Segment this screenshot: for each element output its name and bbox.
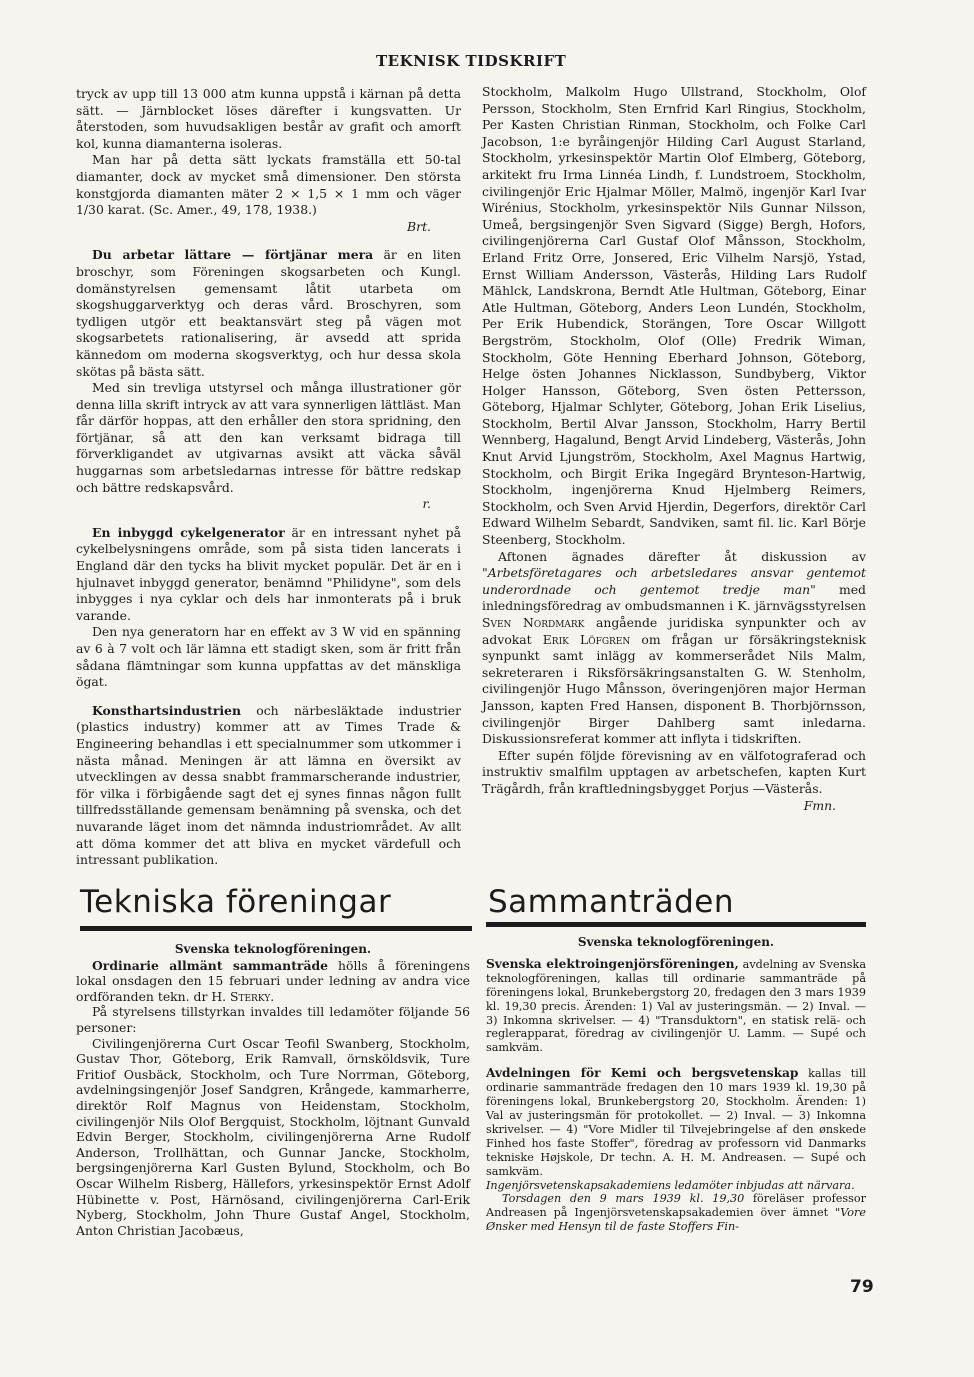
section-heading-sammantraden: Sammanträden	[488, 884, 735, 920]
lecture-title: "Arbetsföretagares och arbetsledares ansvar gentemot underordnade och gentemot tredje man"	[482, 565, 866, 597]
paragraph: Konsthartsindustrien och närbesläktade industrier (plastics industry) kommer att av Times Trade & Engineering behandlas i ett specialnummer som utkommer i nästa månad. Meningen är att lämna en översikt av utvecklingen av dessa snabbt frammarscherande industrier, för vilka i förbigående sagt det ej synes finnas någon fullt tillfredsställande gemensam benämning på svenska, och det nuvarande läget inom det nämnda industriområdet. Av allt att döma kommer det att bliva en mycket värdefull och intressant publikation.	[76, 702, 461, 868]
paragraph: Du arbetar lättare — förtjänar mera är en liten broschyr, som Föreningen skogsarbeten och Kungl. domänstyrelsen gemensamt låtit utarbeta om skogshuggarverktyg och deras vård. Broschyren, som tydligen utgör ett beaktansvärt steg på vägen mot skogsarbetets rationalisering, är avsedd att sprida kännedom om moderna skogsverktyg, och hur dessa skola skötas på bästa sätt.	[76, 247, 461, 379]
foreningar-column	[76, 942, 470, 1238]
lead-in: Svenska elektroingenjörsföreningen,	[486, 956, 739, 971]
subheading: Svenska teknologföreningen.	[174, 942, 372, 956]
signature: r.	[422, 496, 431, 512]
lead-in: Du arbetar lättare — förtjänar mera	[92, 247, 374, 263]
paragraph: Efter supén följde förevisning av en välfotograferad och instruktiv smalfilm upptagen av arbetschefen, kapten Kurt Trägårdh, från kraftledningsbygget Porjus —Västerås.	[482, 747, 866, 796]
person-name: H. Sterky.	[211, 988, 275, 1004]
right-column	[482, 84, 866, 814]
subheading: Svenska teknologföreningen.	[577, 935, 775, 949]
paragraph: En inbyggd cykelgenerator är en intressant nyhet på cykelbelysningens område, som på sista tiden lancerats i England där den tycks ha blivit mycket populär. Det är en i hjulnavet inbyggd generator, benämnd "Philidyne", som dels inbygges i nya cyklar och dels har inmonterats på i bruk varande.	[76, 524, 461, 623]
person-name: Sven Nordmark	[482, 615, 585, 630]
signature: Brt.	[407, 218, 431, 234]
left-column	[76, 86, 461, 869]
paragraph: Svenska elektroingenjörsföreningen, avdelning av Svenska teknologföreningen, kallas till ordinarie sammanträde på föreningens lokal, Brunkebergstorg 20, fredagen den 3 mars 1939 kl. 19,30 precis. Ärenden: 1) Val av justeringsmän. — 2) Inval. — 3) Inkomna skrivelser. — 4) "Transduktorn", en statisk relä- och reglerapparat, föredrag av civilingenjör U. Lamm. — Supé och samkväm.	[486, 956, 866, 1055]
masthead: TEKNISK TIDSKRIFT	[376, 52, 567, 70]
paragraph: Avdelningen för Kemi och bergsvetenskap kallas till ordinarie sammanträde fredagen den 10 mars 1939 kl. 19,30 på föreningens lokal, Brunkebergstorg 20, Stockholm. Ärenden: 1) Val av justeringsmän för protokollet. — 2) Inval. — 3) Inkomna skrivelser. — 4) "Vore Midler til Tilvejebringelse af den ønskede Finhed hos faste Stoffer", föredrag av professorn vid Danmarks tekniske Højskole, Dr techn. A. H. M. Andreasen. — Supé och samkväm.	[486, 1066, 867, 1178]
lead-in: Ordinarie allmänt sammanträde	[92, 957, 329, 973]
lead-in: En inbyggd cykelgenerator	[92, 524, 285, 540]
paragraph: Stockholm, Malkolm Hugo Ullstrand, Stockholm, Olof Persson, Stockholm, Sten Ernfrid Karl Ringius, Stockholm, Per Kasten Christian Rinman, Stockholm, och Folke Carl Jacobson, 1:e byråingenjör Hilding Carl August Starland, Stockholm, yrkesinspektör Martin Olof Elmberg, Göteborg, arkitekt fru Irma Linnéa Lindh, f. Lundstroem, Stockholm, civilingenjör Eric Hjalmar Möller, Malmö, ingenjör Karl Ivar Wirénius, Stockholm, yrkesinspektör Nils Gunnar Nilsson, Umeå, bergsingenjör Sven Sigvard (Sigge) Bergh, Hofors, civilingenjörerna Carl Gustaf Olof Månsson, Stockholm, Erland Fritz Orre, Jonsered, Eric Vilhelm Narsjö, Ystad, Ernst William Andersson, Västerås, Hilding Lars Rudolf Mählck, Landskrona, Berndt Atle Hultman, Göteborg, Einar Atle Hultman, Göteborg, Anders Leon Lundén, Stockholm, Per Erik Hubendick, Storängen, Tore Oscar Willgott Bergström, Stockholm, Olof (Olle) Fredrik Wiman, Stockholm, Göte Henning Eberhard Johnson, Göteborg, Helge östen Johannes Nicklasson, Sundbyberg, Viktor Holger Hansson, Göteborg, Sven östen Pettersson, Göteborg, Hjalmar Schlyter, Göteborg, Johan Erik Liselius, Stockholm, Bertil Alvar Jansson, Stockholm, Harry Bertil Wennberg, Hagalund, Bengt Arvid Lindeberg, Västerås, John Knut Arvid Ljungström, Stockholm, Axel Magnus Hartwig, Stockholm, och Birgit Erika Ingegärd Brynteson-Hartwig, Stockholm, ingenjörerna Knud Hjelmberg Reimers, Stockholm, och Sven Arvid Hjerdin, Degerfors, direktör Carl Edward Wilhelm Sebardt, Sandviken, samt fil. lic. Karl Börje Steenberg, Stockholm.	[482, 84, 866, 548]
paragraph: Man har på detta sätt lyckats framställa ett 50-tal diamanter, dock av mycket små dimensioner. Den största konstgjorda diamanten mäter 2 × 1,5 × 1 mm och väger 1/30 karat. (Sc. Amer., 49, 178, 1938.)	[76, 152, 461, 218]
paragraph: tryck av upp till 13 000 atm kunna uppstå i kärnan på detta sätt. — Järnblocket löses därefter i kungsvatten. Ur återstoden, som huvudsakligen består av grafit och amorft kol, kunna diamanterna isoleras.	[76, 86, 461, 151]
paragraph: Ingenjörsvetenskapsakademiens ledamöter inbjudas att närvara.	[486, 1178, 855, 1192]
paragraph: Aftonen ägnades därefter åt diskussion av "Arbetsföretagares och arbetsledares ansvar gentemot underordnade och gentemot tredje man" med inledningsföredrag av ombudsmannen i K. järnvägsstyrelsen Sven Nordmark angående juridiska synpunkter och av advokat Erik Löfgren om frågan ur försäkringsteknisk synpunkt samt inlägg av kommerserådet Nils Malm, sekreteraren i Riksförsäkringsanstalten G. W. Stenholm, civilingenjör Hugo Månsson, överingenjören major Herman Jansson, kapten Fred Hansen, disponent B. Thorbjörnsson, civilingenjör Birger Dahlberg samt inledarna. Diskussionsreferat kommer att inflyta i tidskriften.	[482, 548, 866, 747]
page-number: 79	[850, 1277, 874, 1297]
heading-rule	[486, 922, 866, 927]
heading-rule	[80, 926, 472, 931]
lead-in: Avdelningen för Kemi och bergsvetenskap	[486, 1066, 799, 1081]
paragraph: Torsdagen den 9 mars 1939 kl. 19,30 föreläser professor Andreasen på Ingenjörsvetenskapsakademien över ämnet "Vore Ønsker med Hensyn til de faste Stoffers Fin-	[486, 1192, 866, 1234]
paragraph: Med sin trevliga utstyrsel och många illustrationer gör denna lilla skrift intryck av att vara synnerligen lättläst. Man får därför hoppas, att den erhåller den stora spridning, den förtjänar, så att den kan verksamt bidraga till förverkligandet av utgivarnas avsikt att väcka såväl huggarnas som arbetsledarnas intresse för bättre redskap och bättre redskapsvård.	[76, 380, 461, 495]
person-name: Erik Löfgren	[542, 631, 631, 647]
signature: Fmn.	[803, 797, 836, 813]
paragraph: Den nya generatorn har en effekt av 3 W vid en spänning av 6 à 7 volt och lär lämna ett stadigt sken, som är fritt från sådana flämtningar som kunna uppfattas av det mänskliga ögat.	[76, 624, 461, 690]
sammantraden-column	[486, 936, 866, 1234]
section-heading-tekniska-foreningar: Tekniska föreningar	[80, 884, 392, 920]
paragraph: Civilingenjörerna Curt Oscar Teofil Swanberg, Stockholm, Gustav Thor, Göteborg, Erik Ramvall, örnsköldsvik, Ture Fritiof Ousbäck, Stockholm, och Ture Norrman, Göteborg, avdelningsingenjör Josef Sandgren, Krångede, kammarherre, direktör Rolf Magnus von Heidenstam, Stockholm, civilingenjör Nils Olof Bergquist, Stockholm, löjtnant Gunvald Edvin Berger, Stockholm, civilingenjörerna Arne Rudolf Anderson, Trollhättan, och Gunnar Jancke, Stockholm, bergsingenjörerna Karl Gusten Bylund, Stockholm, och Bo Oscar Wilhelm Risberg, Hällefors, yrkesinspektör Ernst Adolf Hübinette v. Post, Härnösand, civilingenjörerna Carl-Erik Nyberg, Stockholm, John Thure Gustaf Angel, Stockholm, Anton Christian Jacobæus,	[76, 1035, 470, 1238]
lead-in: Konsthartsindustrien	[92, 702, 241, 718]
paragraph: På styrelsens tillstyrkan invaldes till ledamöter följande 56 personer:	[76, 1004, 470, 1035]
paragraph: Ordinarie allmänt sammanträde hölls å föreningens lokal onsdagen den 15 februari under ledning av andra vice ordföranden tekn. dr H. Sterky.	[76, 957, 470, 1004]
